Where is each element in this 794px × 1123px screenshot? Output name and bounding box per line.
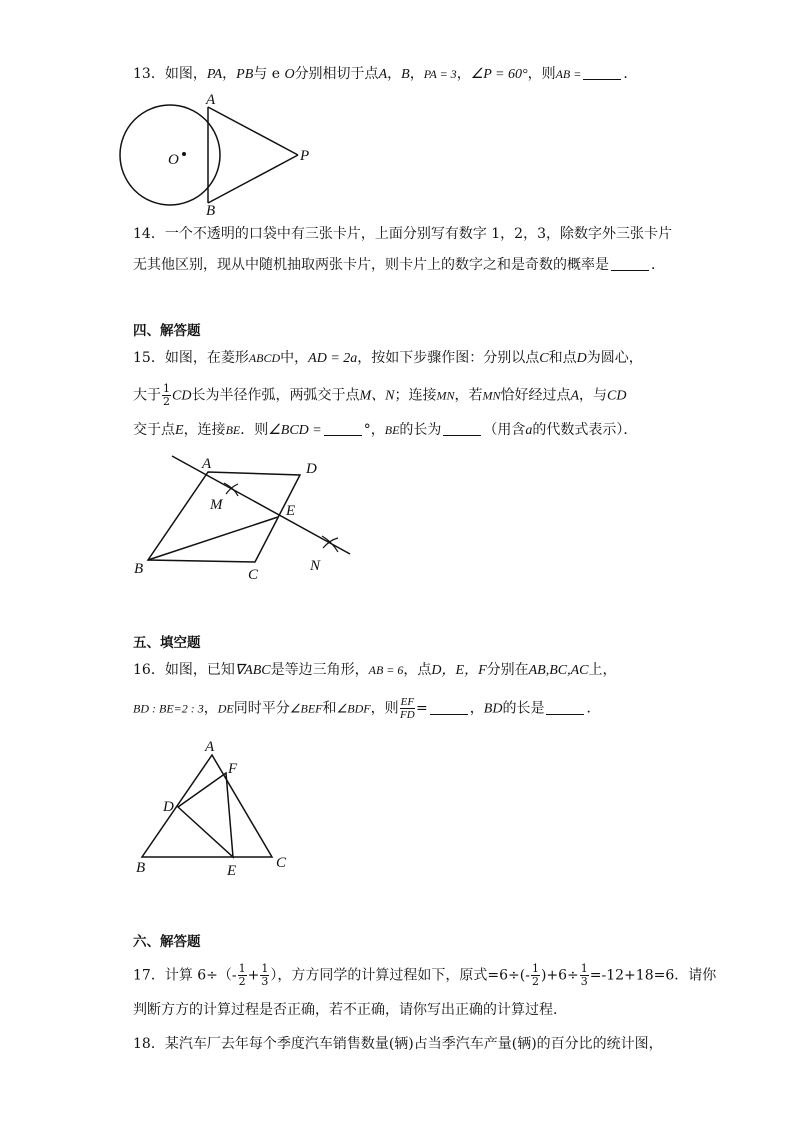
q16-line2: BD : BE=2 : 3，DE同时平分∠BEF和∠BDF，则 $\frac{EF}{FD}$ = ，BD的长是 ． [133, 696, 601, 721]
q15-line3: 交于点E，连接BE．则∠BCD = °，BE的长为 （用含a的代数式表示）． [133, 422, 638, 438]
label-p: P [300, 148, 310, 164]
triangle-def [178, 773, 233, 857]
label-b: B [136, 860, 146, 876]
triangle-abc [142, 755, 272, 857]
line-mn [172, 456, 350, 554]
q15-figure [130, 450, 360, 585]
label-f: F [228, 761, 238, 777]
answer-blank [583, 65, 621, 80]
q15-line2: 大于 $\frac{1}{2}$ CD长为半径作弧，两弧交于点M、N；连接MN，若MN恰好经过点A，与CD [133, 382, 627, 408]
answer-blank [443, 421, 481, 436]
label-c: C [248, 567, 259, 583]
q17-line1: 17．计算 6÷（- $\frac{1}{2}$ + $\frac{1}{3}$ ），方方同学的计算过程如下，原式=6÷(- $\frac{1}{2}$ )+6÷ $\frac{1}{3}$ =-12+18=6．请你 [133, 962, 717, 988]
arc-mark-n [322, 536, 338, 552]
tangent-pb [208, 155, 298, 203]
label-e: E [286, 503, 296, 519]
answer-blank [430, 700, 468, 715]
q16-line1: 16．如图，已知∇ABC是等边三角形，AB = 6，点D，E，F分别在AB,BC,AC上， [133, 662, 617, 678]
q13-text: 13．如图，PA，PB与 e O分别相切于点A，B，PA = 3，∠P = 60°，则AB = ． [133, 66, 638, 82]
q16-figure [130, 735, 300, 880]
label-m: M [210, 497, 223, 513]
q14-line1: 14．一个不透明的口袋中有三张卡片，上面分别写有数字 1，2，3，除数字外三张卡片 [133, 226, 672, 242]
label-b: B [206, 203, 216, 219]
tangent-pa [208, 107, 298, 155]
q15-line1: 15．如图，在菱形ABCD中，AD = 2a，按如下步骤作图：分别以点C和点D为圆心， [133, 350, 643, 366]
label-e: E [227, 863, 237, 879]
label-b: B [134, 561, 144, 577]
answer-blank [324, 421, 362, 436]
center-dot [182, 152, 186, 156]
label-a: A [206, 92, 216, 108]
q17-line2: 判断方方的计算过程是否正确，若不正确，请你写出正确的计算过程． [133, 1002, 567, 1018]
q18-line1: 18．某汽车厂去年每个季度汽车销售数量(辆)占当季汽车产量(辆)的百分比的统计图， [133, 1036, 663, 1052]
section-heading-6: 六、解答题 [133, 934, 201, 950]
label-d: D [163, 799, 174, 815]
label-a: A [205, 739, 215, 755]
answer-blank [611, 256, 649, 271]
label-d: D [306, 461, 317, 477]
label-n: N [310, 558, 321, 574]
q13-figure [120, 90, 330, 220]
fraction-ef-fd: $\frac{EF}{FD}$ [399, 696, 415, 721]
label-o: O [168, 152, 179, 168]
fraction-half: $\frac{1}{2}$ [163, 382, 170, 408]
label-a: A [202, 456, 212, 472]
section-heading-4: 四、解答题 [133, 323, 201, 339]
q14-line2: 无其他区别，现从中随机抽取两张卡片，则卡片上的数字之和是奇数的概率是 ． [133, 257, 665, 273]
answer-blank [546, 700, 584, 715]
label-c: C [276, 855, 287, 871]
section-heading-5: 五、填空题 [133, 635, 201, 651]
segment-be [148, 517, 278, 560]
